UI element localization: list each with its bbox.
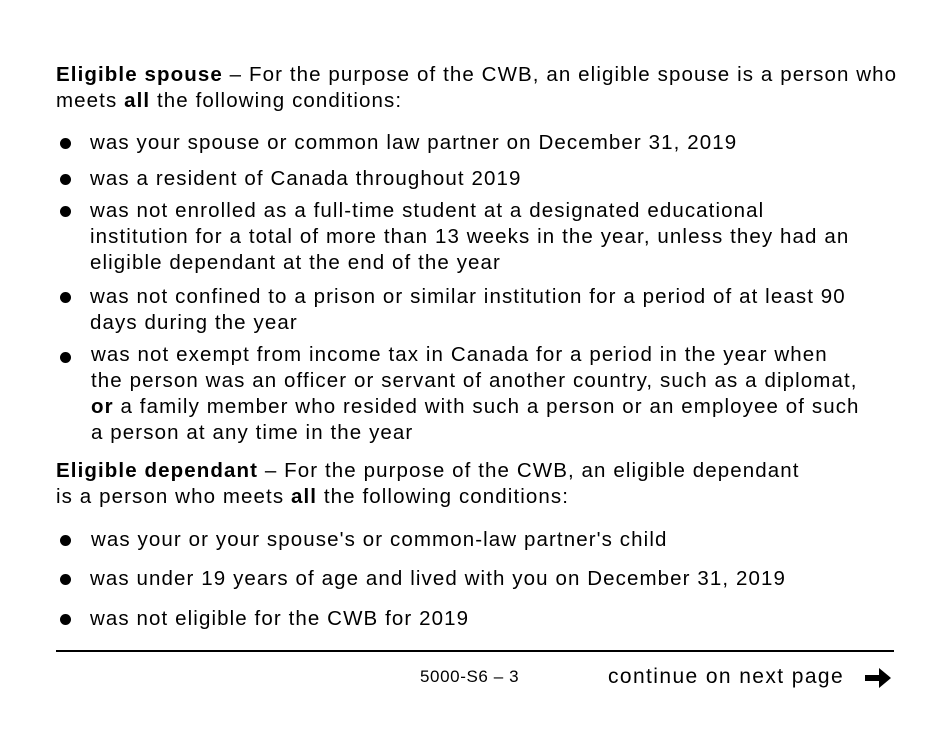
spouse-condition-text: was not confined to a prison or similar institution for a period of at least 90 days during the year [90, 285, 846, 334]
spouse-condition-text: was a resident of Canada throughout 2019 [90, 167, 522, 190]
eligible-dependant-term: Eligible dependant [56, 459, 259, 482]
eligible-spouse-intro-text-1: – For the purpose of the CWB, an eligible spouse is a person who meets [56, 63, 898, 112]
bullet-icon [60, 292, 71, 303]
spouse-condition-bold: or [91, 395, 114, 418]
spouse-condition-text-part2: a family member who resided with such a person or an employee of such a person at any time in the year [91, 395, 860, 444]
dependant-condition-text: was your or your spouse's or common-law partner's child [91, 528, 668, 551]
eligible-dependant-intro-text-2: the following conditions: [317, 485, 570, 508]
eligible-dependant-intro-text-1: – For the purpose of the CWB, an eligible dependant is a person who meets [56, 459, 800, 508]
eligible-dependant-intro [56, 458, 816, 510]
right-arrow-shape [865, 668, 891, 688]
eligible-spouse-intro-text-2: the following conditions: [150, 89, 403, 112]
dependant-condition-text: was under 19 years of age and lived with you on December 31, 2019 [90, 567, 786, 590]
eligible-spouse-intro-bold: all [124, 89, 151, 112]
eligible-spouse-term: Eligible spouse [56, 63, 223, 86]
spouse-condition-text: was not enrolled as a full-time student at a designated educational institution for a total of more than 13 weeks in the year, unless they had an eligible dependant at the end of the year [90, 199, 850, 274]
eligible-spouse-intro [56, 62, 906, 114]
spouse-condition-text-part1: was not exempt from income tax in Canada for a period in the year when the person was an officer or servant of another country, such as a diplomat, [91, 343, 858, 392]
bullet-icon [60, 206, 71, 217]
spouse-condition-text: was your spouse or common law partner on December 31, 2019 [90, 131, 738, 154]
right-arrow-icon [863, 666, 893, 690]
eligible-dependant-intro-bold: all [291, 485, 318, 508]
bullet-icon [60, 352, 71, 363]
continue-next-page-text: continue on next page [608, 665, 845, 688]
footer-divider [56, 650, 894, 652]
bullet-icon [60, 614, 71, 625]
bullet-icon [60, 174, 71, 185]
bullet-icon [60, 138, 71, 149]
bullet-icon [60, 535, 71, 546]
dependant-condition-text: was not eligible for the CWB for 2019 [90, 607, 470, 630]
bullet-icon [60, 574, 71, 585]
form-number: 5000-S6 – 3 [420, 667, 520, 686]
spouse-condition-text [91, 342, 866, 446]
